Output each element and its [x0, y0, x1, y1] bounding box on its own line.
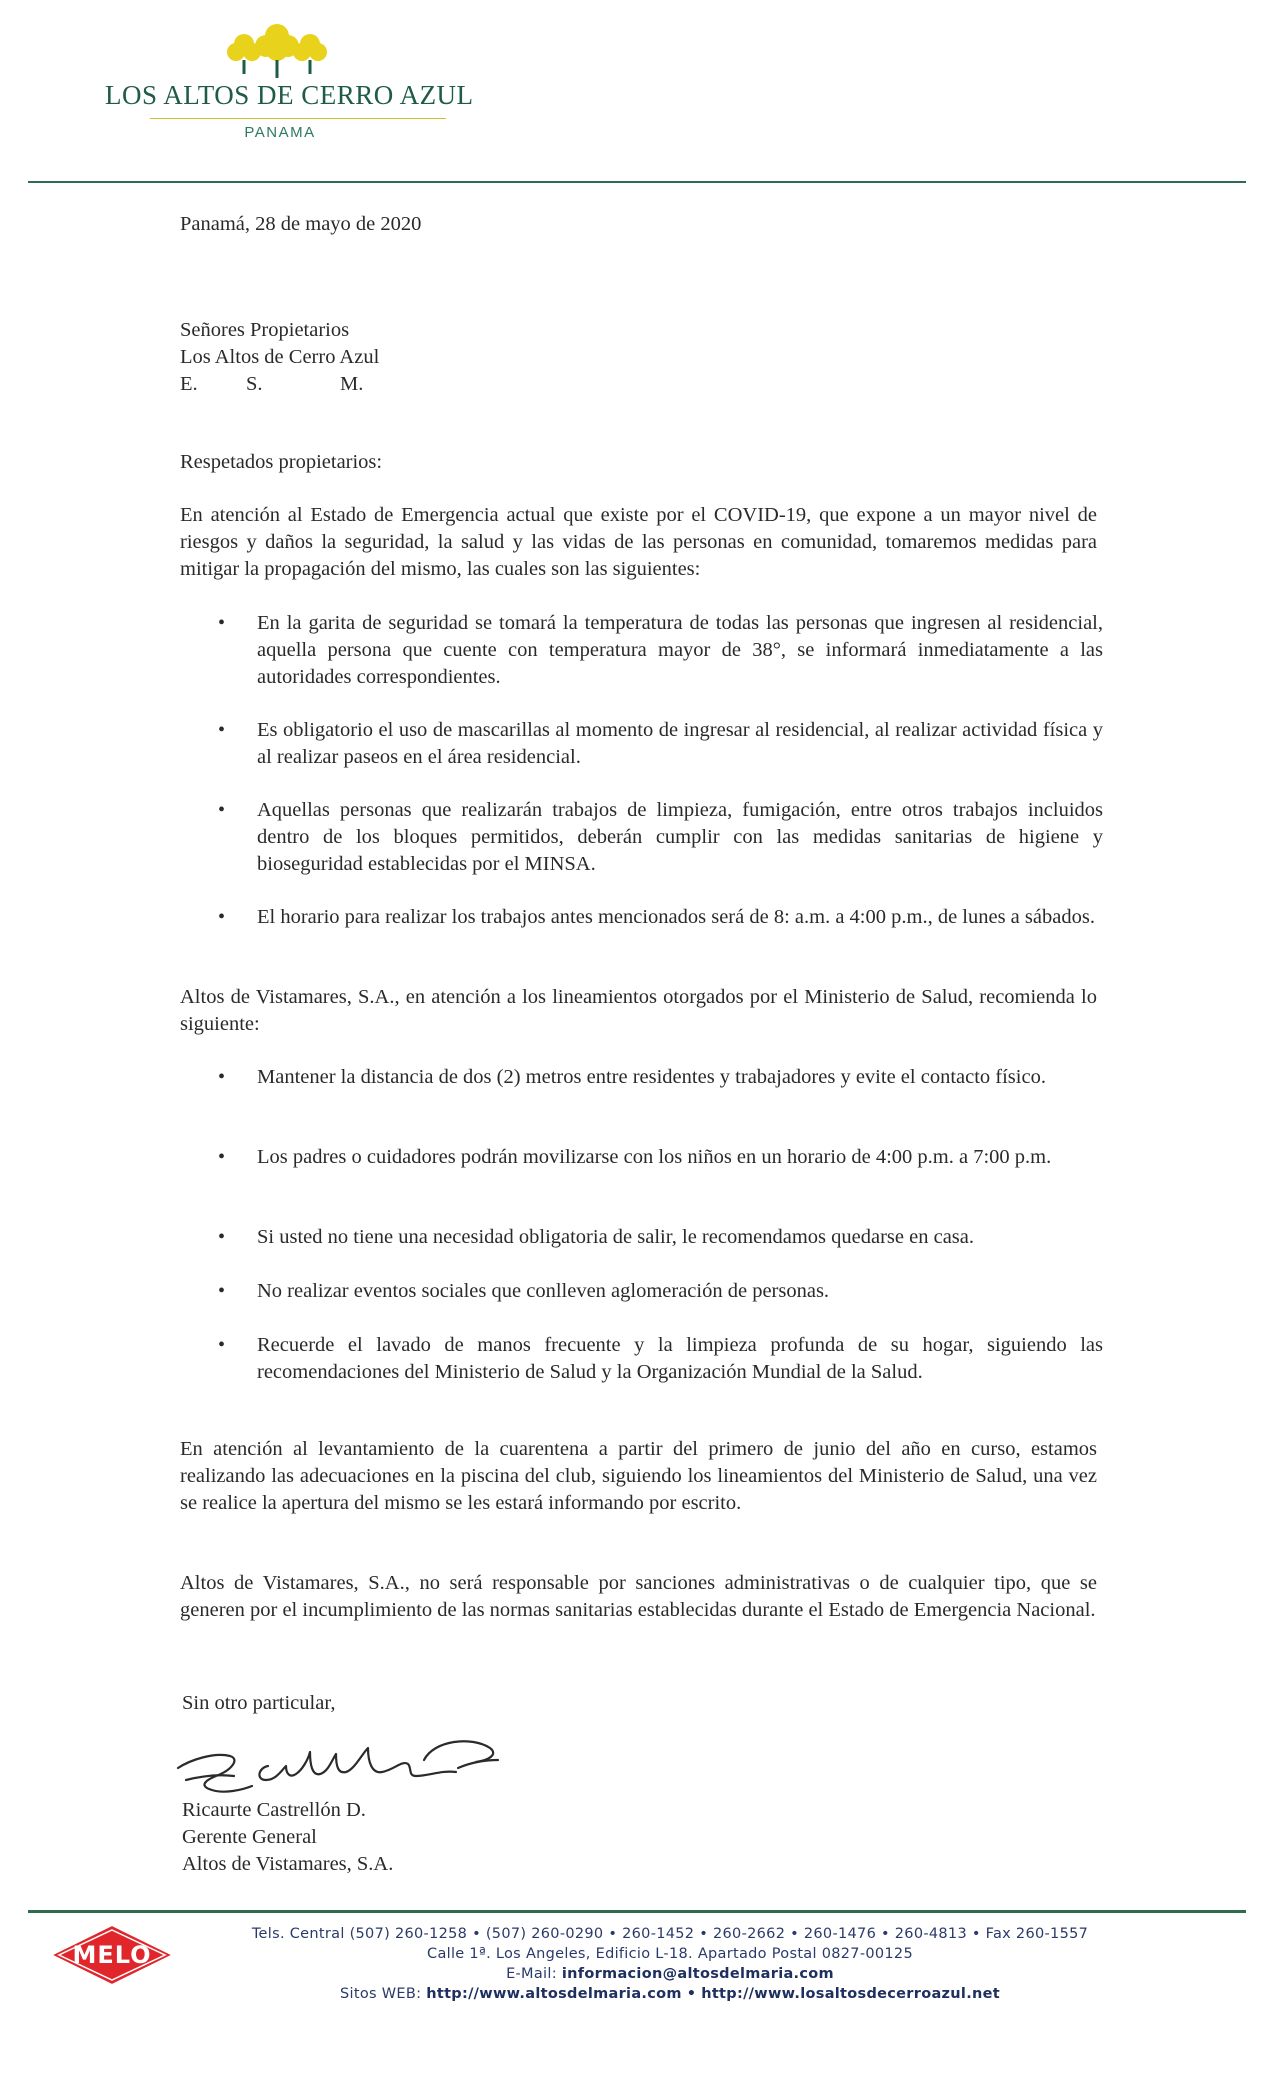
list-item: Los padres o cuidadores podrán movilizarse con los niños en un horario de 4:00 p.m. a 7:00 p.m. — [257, 1146, 1052, 1168]
recommend-intro: Altos de Vistamares, S.A., en atención a los lineamientos otorgados por el Ministerio de Salud, recomienda lo siguiente: — [180, 986, 1097, 1035]
bullet-icon: • — [218, 1146, 226, 1168]
footer-email-link[interactable]: informacion@altosdelmaria.com — [561, 1966, 834, 1982]
footer-divider — [28, 1910, 1246, 1913]
header-divider — [28, 181, 1246, 183]
date-line: Panamá, 28 de mayo de 2020 — [180, 213, 422, 235]
footer-address: Calle 1ª. Los Angeles, Edificio L-18. Apartado Postal 0827-00125 — [427, 1946, 913, 1962]
recipient-esm-m: M. — [340, 373, 364, 395]
list-item: Mantener la distancia de dos (2) metros entre residentes y trabajadores y evite el contacto físico. — [257, 1066, 1046, 1088]
bullet-icon: • — [218, 1066, 226, 1088]
bullet-icon: • — [218, 719, 226, 741]
signer-title: Gerente General — [182, 1826, 317, 1848]
recipient-esm-e: E. — [180, 373, 198, 395]
bullet-icon: • — [218, 1334, 226, 1356]
bullet-icon: • — [218, 799, 226, 821]
signature-icon — [172, 1730, 502, 1802]
list-item: En la garita de seguridad se tomará la temperatura de todas las personas que ingresen al residencial, aquella persona que cuente con temperatura mayor de 38°, se informará inmediatamente a las autoridades correspondientes. — [257, 612, 1103, 688]
list-item: El horario para realizar los trabajos antes mencionados será de 8: a.m. a 4:00 p.m., de lunes a sábados. — [257, 906, 1095, 928]
footer-web-label: Sitos WEB: — [340, 1986, 422, 2002]
footer-phones: Tels. Central (507) 260-1258 • (507) 260-0290 • 260-1452 • 260-2662 • 260-1476 • 260-4813 • Fax 260-1557 — [251, 1926, 1089, 1942]
recipient-line-2: Los Altos de Cerro Azul — [180, 346, 380, 368]
footer-email-line — [200, 1964, 1140, 1984]
bullet-icon: • — [218, 612, 226, 634]
pool-paragraph: En atención al levantamiento de la cuarentena a partir del primero de junio del año en curso, estamos realizando las adecuaciones en la piscina del club, siguiendo los lineamientos del Ministerio de Salud, una vez se realice la apertura del mismo se les estará informando por escrito. — [180, 1438, 1097, 1514]
recipient-esm-s: S. — [246, 373, 263, 395]
signer-name: Ricaurte Castrellón D. — [182, 1799, 366, 1821]
list-item: Aquellas personas que realizarán trabajos de limpieza, fumigación, entre otros trabajos incluidos dentro de los bloques permitidos, deberán cumplir con las medidas sanitarias de higiene y bioseguridad establecidas por el MINSA. — [257, 799, 1103, 875]
closing: Sin otro particular, — [182, 1692, 336, 1714]
intro-paragraph: En atención al Estado de Emergencia actual que existe por el COVID-19, que expone a un mayor nivel de riesgos y daños la seguridad, la salud y las vidas de las personas en comunidad, tomaremos medidas para mitigar la propagación del mismo, las cuales son las siguientes: — [180, 504, 1097, 580]
bullet-icon: • — [218, 906, 226, 928]
brand-underline — [150, 118, 446, 119]
melo-logo-text: MELO — [72, 1941, 152, 1969]
list-item: Si usted no tiene una necesidad obligatoria de salir, le recomendamos quedarse en casa. — [257, 1226, 974, 1248]
recipient-line-1: Señores Propietarios — [180, 319, 350, 341]
salutation: Respetados propietarios: — [180, 451, 383, 473]
bullet-icon: • — [218, 1226, 226, 1248]
bullet-icon: • — [218, 1280, 226, 1302]
list-item: Recuerde el lavado de manos frecuente y la limpieza profunda de su hogar, siguiendo las recomendaciones del Ministerio de Salud y la Organización Mundial de la Salud. — [257, 1334, 1103, 1383]
brand-name: LOS ALTOS DE CERRO AZUL — [105, 80, 474, 110]
liability-paragraph: Altos de Vistamares, S.A., no será responsable por sanciones administrativas o de cualquier tipo, que se generen por el incumplimiento de las normas sanitarias establecidas durante el Estado de Emergencia Nacional. — [180, 1572, 1097, 1621]
footer-web-separator: • — [686, 1986, 697, 2002]
signer-company: Altos de Vistamares, S.A. — [182, 1853, 394, 1875]
tree-trio-icon — [222, 22, 332, 82]
footer-email-label: E-Mail: — [506, 1966, 557, 1982]
footer-web-link-1[interactable]: http://www.altosdelmaria.com — [426, 1986, 682, 2002]
list-item: No realizar eventos sociales que conlleven aglomeración de personas. — [257, 1280, 830, 1302]
melo-logo — [48, 1922, 176, 1988]
footer-web-line — [200, 1984, 1140, 2004]
list-item: Es obligatorio el uso de mascarillas al momento de ingresar al residencial, al realizar actividad física y al realizar paseos en el área residencial. — [257, 719, 1103, 768]
brand-subtitle: PANAMA — [244, 124, 316, 141]
footer-web-link-2[interactable]: http://www.losaltosdecerroazul.net — [701, 1986, 1000, 2002]
